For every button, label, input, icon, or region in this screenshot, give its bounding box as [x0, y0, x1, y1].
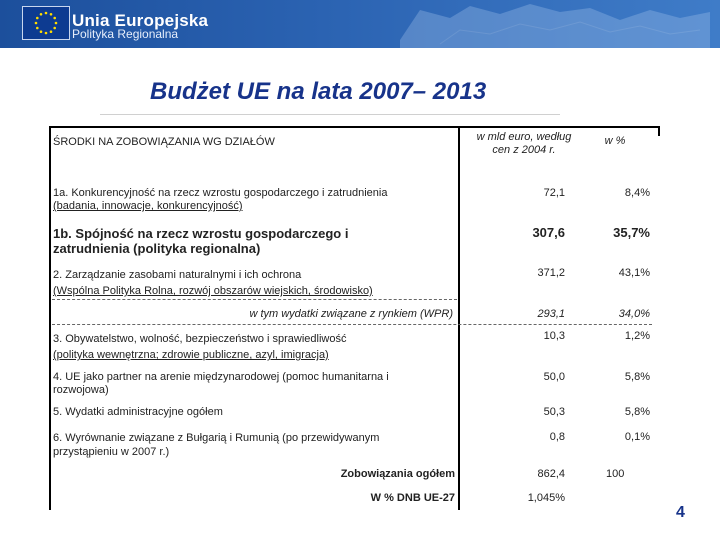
title-divider — [100, 114, 560, 115]
gni-amount: 1,045% — [527, 492, 565, 504]
row-2-amount: 371,2 — [537, 267, 565, 279]
row-3-amount: 10,3 — [543, 330, 565, 342]
brand-subtitle: Polityka Regionalna — [72, 27, 179, 41]
row-2-percent: 43,1% — [618, 267, 650, 279]
table-right-tick — [658, 126, 660, 136]
eu-flag-logo — [22, 6, 70, 40]
row-5-label: 5. Wydatki administracyjne ogółem — [53, 406, 223, 418]
row-1a-percent: 8,4% — [624, 187, 650, 199]
row-3-label — [53, 331, 453, 363]
row-wpr-label: w tym wydatki związane z rynkiem (WPR) — [249, 308, 453, 320]
row-6-percent: 0,1% — [624, 431, 650, 443]
total-percent: 100 — [606, 468, 625, 480]
section-header: ŚRODKI NA ZOBOWIĄZANIA WG DZIAŁÓW — [53, 136, 275, 148]
table-left-border — [49, 126, 51, 510]
total-label: Zobowiązania ogółem — [340, 468, 455, 480]
page-title: Budżet UE na lata 2007– 2013 — [150, 78, 487, 105]
row-5-percent: 5,8% — [624, 406, 650, 418]
row-3-sub: (polityka wewnętrzna; zdrowie publiczne, azyl, imigracja) — [53, 349, 329, 361]
header-banner — [0, 0, 720, 48]
row-2-label — [53, 267, 453, 299]
row-2-dotted-separator — [52, 299, 457, 300]
row-4-percent: 5,8% — [624, 371, 650, 383]
row-1a-amount: 72,1 — [543, 187, 565, 199]
gni-label: W % DNB UE-27 — [370, 492, 455, 504]
row-wpr-percent: 34,0% — [618, 308, 650, 320]
row-2-title: 2. Zarządzanie zasobami naturalnymi i ich ochrona — [53, 269, 302, 281]
row-1b-amount: 307,6 — [532, 225, 565, 240]
row-4-amount: 50,0 — [543, 371, 565, 383]
total-amount: 862,4 — [537, 468, 565, 480]
row-wpr-amount: 293,1 — [537, 308, 565, 320]
percent-header: w % — [604, 135, 626, 147]
eu-stars-icon — [23, 7, 69, 39]
row-1b-percent: 35,7% — [613, 225, 650, 240]
row-5-amount: 50,3 — [543, 406, 565, 418]
row-3-title: 3. Obywatelstwo, wolność, bezpieczeństwo i sprawiedliwość — [53, 333, 347, 345]
brand-name: Unia Europejska — [72, 11, 209, 30]
table-top-border — [49, 126, 660, 128]
row-1a-title: 1a. Konkurencyjność na rzecz wzrostu gospodarczego i zatrudnienia — [53, 187, 388, 199]
row-6-label: 6. Wyrównanie związane z Bułgarią i Rumunią (po przewidywanym przystąpieniu w 2007 r.) — [53, 432, 380, 458]
europe-map-decoration — [380, 0, 720, 48]
page-number: 4 — [676, 504, 685, 521]
row-1a-sub: (badania, innowacje, konkurencyjność) — [53, 200, 243, 212]
row-1b-label: 1b. Spójność na rzecz wzrostu gospodarczego i zatrudnienia (polityka regionalna) — [53, 226, 349, 256]
row-2-sub: (Wspólna Polityka Rolna, rozwój obszarów wiejskich, środowisko) — [53, 285, 373, 297]
row-1a-label — [53, 187, 453, 213]
amount-header: w mld euro, według cen z 2004 r. — [476, 131, 572, 156]
column-divider — [458, 126, 460, 510]
row-wpr-dotted-separator — [52, 324, 652, 325]
row-4-label: 4. UE jako partner na arenie międzynarodowej (pomoc humanitarna i rozwojowa) — [53, 371, 389, 396]
row-6-amount: 0,8 — [549, 431, 565, 443]
row-3-percent: 1,2% — [624, 330, 650, 342]
